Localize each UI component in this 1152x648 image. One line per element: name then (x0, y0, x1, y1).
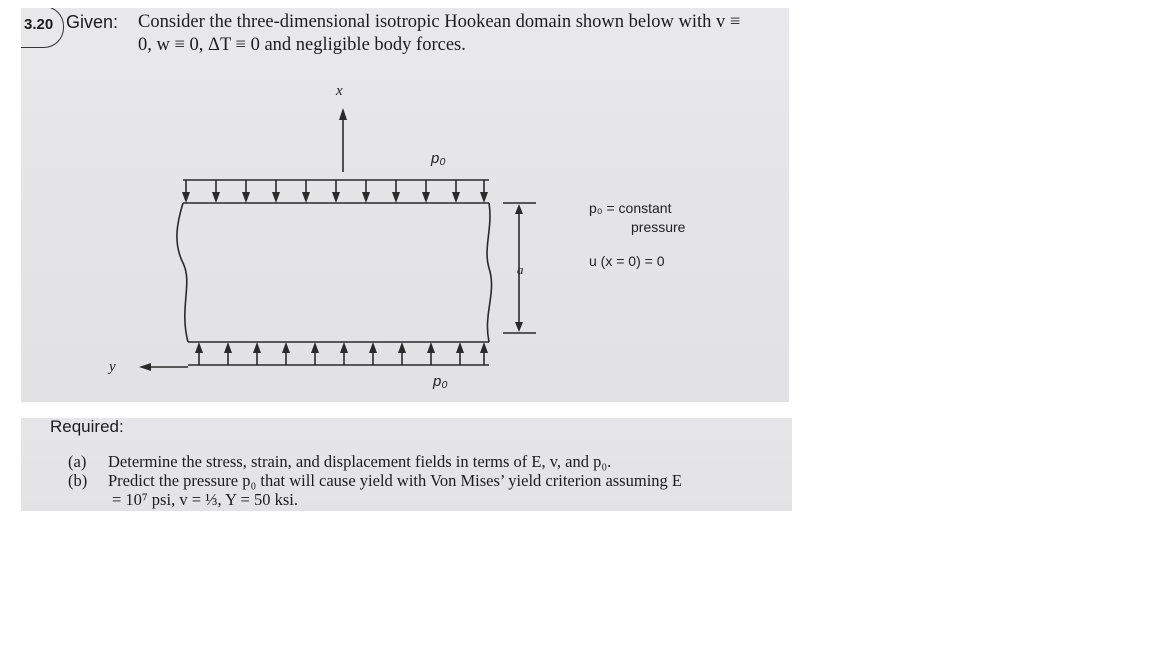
required-item-b-text: Predict the pressure p₀ that will cause yield with Von Mises’ yield criterion assuming E (108, 471, 682, 490)
x-axis-label: x (336, 83, 343, 99)
problem-statement-photo (21, 8, 789, 402)
dimension-arrow-top (515, 204, 523, 214)
required-item-a-text: Determine the stress, strain, and displacement fields in terms of E, v, and p₀. (108, 452, 612, 471)
required-label: Required: (50, 418, 124, 436)
given-text-line2: 0, w ≡ 0, ΔT ≡ 0 and negligible body forces. (138, 35, 466, 55)
top-pressure-label: p₀ (431, 150, 446, 167)
top-pressure-arrows (182, 180, 488, 203)
domain-diagram (21, 8, 789, 402)
given-label: Given: (66, 12, 119, 32)
dimension-label: a (517, 262, 524, 277)
y-axis-label: y (109, 359, 116, 375)
required-section-photo (21, 418, 792, 511)
boundary-condition-annotation: u (x = 0) = 0 (589, 253, 665, 269)
pressure-annotation: p₀ = constant (589, 200, 672, 216)
right-boundary (487, 203, 492, 342)
dimension-arrow-bottom (515, 322, 523, 332)
required-item-b-tag: (b) (68, 471, 88, 490)
required-item-a-tag: (a) (68, 452, 87, 471)
required-item-b-text-line2: = 10⁷ psi, v = ⅓, Y = 50 ksi. (112, 490, 298, 509)
bottom-pressure-label: p₀ (433, 373, 448, 390)
given-text-line1: Consider the three-dimensional isotropic Hookean domain shown below with v ≡ (138, 12, 741, 32)
left-boundary (177, 203, 188, 342)
bottom-pressure-arrows (195, 342, 488, 365)
pressure-annotation-line2: pressure (631, 219, 686, 235)
x-axis-arrowhead (339, 108, 347, 120)
problem-number: 3.20 (24, 16, 54, 33)
y-axis-arrowhead (139, 363, 151, 371)
